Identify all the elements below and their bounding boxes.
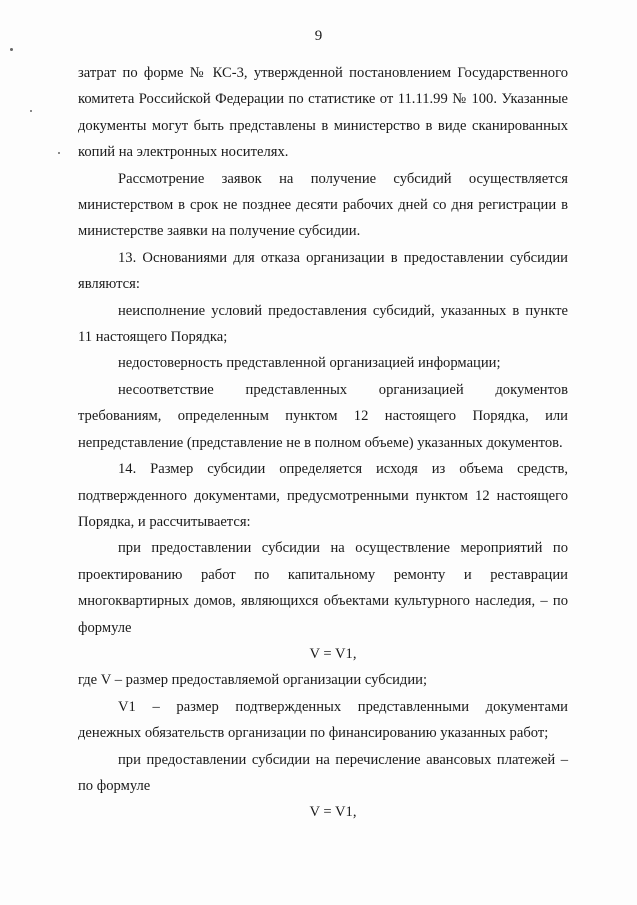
paragraph-v1-definition: V1 – размер подтвержденных представленными документами денежных обязательств организации по финансированию указанных работ; [78, 698, 568, 742]
paragraph-design-case: при предоставлении субсидии на осуществление мероприятий по проектированию работ по капитальному ремонту и реставрации многоквартирных домов, являющихся объектами культурного наследия, – по формуле [78, 540, 568, 636]
page-number: 9 [314, 28, 323, 44]
scan-speck [10, 48, 13, 51]
paragraph-advance-case: при предоставлении субсидии на перечисление авансовых платежей – по формуле [78, 751, 568, 794]
paragraph-14-heading: 14. Размер субсидии определяется исходя из объема средств, подтвержденного документами, предусмотренными пунктом 12 настоящего Порядка, и рассчитывается: [78, 461, 568, 530]
document-body [78, 60, 568, 826]
paragraph-review-period: Рассмотрение заявок на получение субсидий осуществляется министерством в срок не позднее десяти рабочих дней со дня регистрации в министерстве заявки на получение субсидии. [78, 170, 568, 240]
scan-speck [58, 152, 60, 154]
paragraph-refusal-reason-2: недостоверность представленной организацией информации; [118, 355, 501, 372]
paragraph-13-heading: 13. Основаниями для отказа организации в предоставлении субсидии являются: [78, 249, 568, 293]
scan-speck [30, 110, 32, 112]
formula-2: V = V1, [309, 804, 357, 821]
paragraph-refusal-reason-3: несоответствие представленных организацией документов требованиям, определенным пунктом 12 настоящего Порядка, или непредставление (представление не в полном объеме) указанных документов. [78, 381, 568, 451]
paragraph-refusal-reason-1: неисполнение условий предоставления субсидий, указанных в пункте 11 настоящего Порядка; [78, 302, 568, 346]
paragraph-ks3-documents: затрат по форме № КС-3, утвержденной постановлением Государственного комитета Российской Федерации по статистике от 11.11.99 № 100. Указанные документы могут быть представлены в министерство в виде сканированных копий на электронных носителях. [78, 65, 568, 161]
formula-1: V = V1, [309, 645, 357, 662]
paragraph-v-definition: где V – размер предоставляемой организации субсидии; [78, 672, 428, 689]
